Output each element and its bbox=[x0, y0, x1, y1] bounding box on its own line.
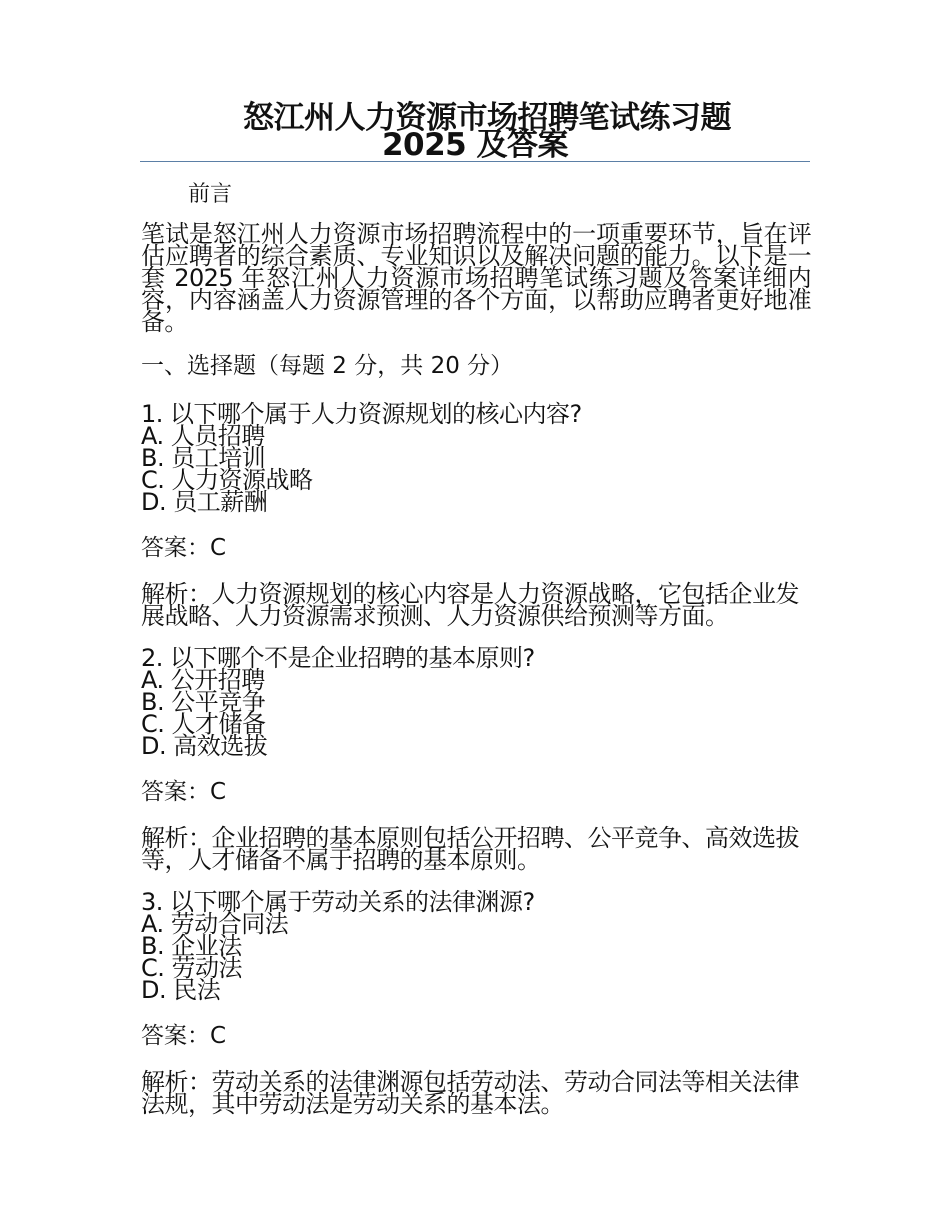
question-block bbox=[141, 400, 811, 516]
question-block bbox=[141, 888, 811, 1004]
question-option: D. 高效选拔 bbox=[141, 732, 268, 760]
intro-paragraph: 笔试是怒江州人力资源市场招聘流程中的一项重要环节，旨在评估应聘者的综合素质、专业知识以及解决问题的能力。以下是一套 2025 年怒江州人力资源市场招聘笔试练习题及答案详细内容，内容涵盖人力资源管理的各个方面，以帮助应聘者更好地准备。 bbox=[141, 220, 811, 336]
question-option: D. 员工薪酬 bbox=[141, 488, 268, 516]
title-line-2: 2025 及答案 bbox=[381, 127, 569, 163]
question-option: A. 公开招聘 bbox=[141, 666, 265, 694]
title-line-1: 怒江州人力资源市场招聘笔试练习题 bbox=[243, 100, 731, 136]
question-stem: 1. 以下哪个属于人力资源规划的核心内容? bbox=[141, 400, 582, 428]
question-option: C. 人力资源战略 bbox=[141, 466, 313, 494]
question-option: B. 员工培训 bbox=[141, 444, 266, 472]
question-stem: 3. 以下哪个属于劳动关系的法律渊源? bbox=[141, 888, 535, 916]
answer-line: 答案：C bbox=[141, 779, 227, 805]
question-option: C. 劳动法 bbox=[141, 954, 243, 982]
answer-line: 答案：C bbox=[141, 535, 227, 561]
analysis-paragraph: 解析：人力资源规划的核心内容是人力资源战略，它包括企业发展战略、人力资源需求预测、人力资源供给预测等方面。 bbox=[141, 580, 799, 630]
question-block bbox=[141, 644, 811, 760]
preface-heading: 前言 bbox=[188, 182, 233, 207]
analysis-paragraph: 解析：劳动关系的法律渊源包括劳动法、劳动合同法等相关法律法规，其中劳动法是劳动关系的基本法。 bbox=[141, 1068, 799, 1118]
document-body bbox=[141, 220, 811, 1135]
document-title bbox=[140, 100, 810, 163]
question-option: D. 民法 bbox=[141, 976, 221, 1004]
question-option: A. 人员招聘 bbox=[141, 422, 265, 450]
analysis-paragraph: 解析：企业招聘的基本原则包括公开招聘、公平竞争、高效选拔等，人才储备不属于招聘的基本原则。 bbox=[141, 824, 799, 874]
title-divider bbox=[140, 161, 810, 162]
question-option: B. 公平竞争 bbox=[141, 688, 266, 716]
question-stem: 2. 以下哪个不是企业招聘的基本原则? bbox=[141, 644, 535, 672]
question-option: B. 企业法 bbox=[141, 932, 242, 960]
section-heading: 一、选择题（每题 2 分，共 20 分） bbox=[141, 353, 514, 379]
question-option: A. 劳动合同法 bbox=[141, 910, 289, 938]
question-option: C. 人才储备 bbox=[141, 710, 266, 738]
answer-line: 答案：C bbox=[141, 1023, 227, 1049]
